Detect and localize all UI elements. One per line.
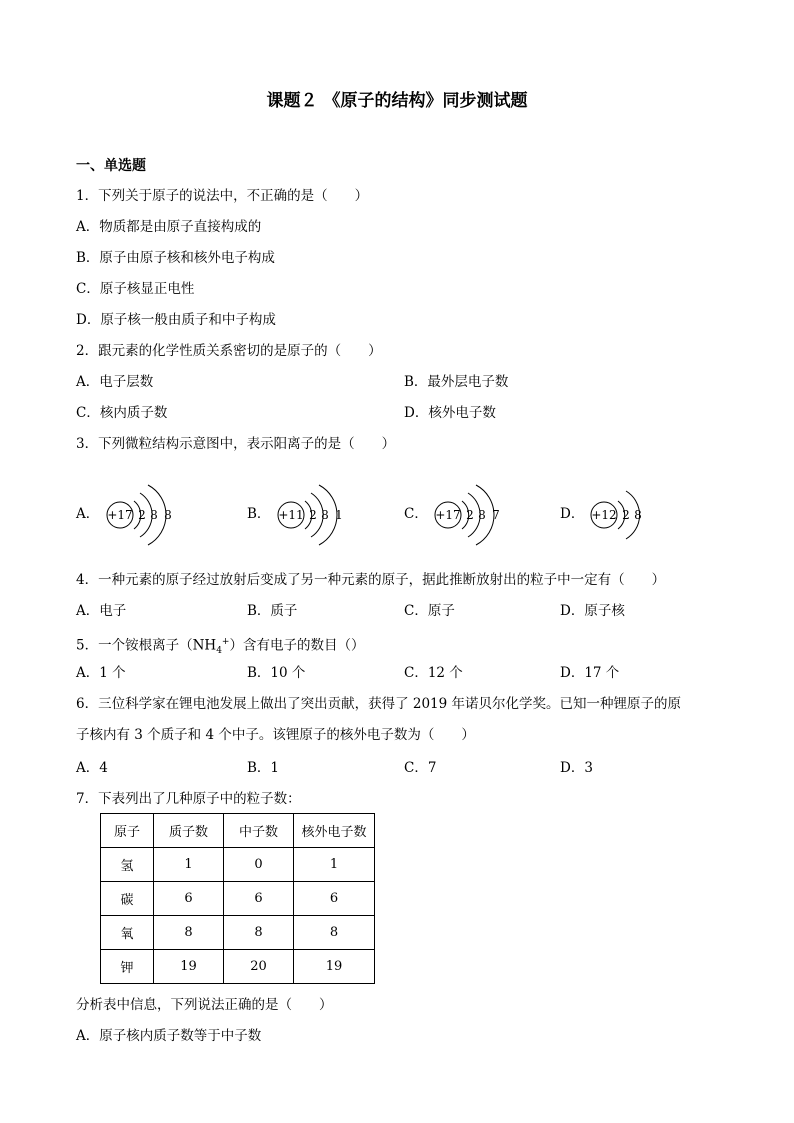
table-cell: 钾 <box>101 950 154 984</box>
nucleus-charge: +11 <box>278 508 304 522</box>
atom-structure-diagram <box>430 479 540 549</box>
table-cell: 19 <box>294 950 375 984</box>
question-5-option-c: C．12 个 <box>404 665 463 681</box>
question-6-stem-line-1: 6．三位科学家在锂电池发展上做出了突出贡献，获得了 2019 年诺贝尔化学奖。已知一种锂原子的原 <box>76 696 682 712</box>
table-cell: 1 <box>294 848 375 882</box>
table-header-cell: 原子 <box>101 814 154 848</box>
table-row <box>101 882 375 916</box>
shell-electrons-1: 2 <box>466 508 474 522</box>
question-5-stem-end: ）含有电子的数目（） <box>229 637 365 654</box>
atom-structure-diagram <box>273 479 383 549</box>
question-2-stem: 2．跟元素的化学性质关系密切的是原子的（ ） <box>76 343 382 359</box>
table-cell: 0 <box>224 848 294 882</box>
question-4-option-a: A．电子 <box>76 603 127 619</box>
shell-electrons-3: 1 <box>335 508 343 522</box>
question-2-option-d: D．核外电子数 <box>404 405 496 421</box>
table-cell: 20 <box>224 950 294 984</box>
superscript: + <box>221 637 230 647</box>
question-6-option-a: A．4 <box>76 760 108 776</box>
question-5-option-a: A．1 个 <box>76 665 126 681</box>
particle-count-table <box>100 813 375 984</box>
table-row <box>101 848 375 882</box>
question-6-option-c: C．7 <box>404 760 437 776</box>
option-letter: C． <box>404 506 428 522</box>
question-4-option-c: C．原子 <box>404 603 455 619</box>
option-letter: A． <box>76 506 100 522</box>
question-4-stem: 4．一种元素的原子经过放射后变成了另一种元素的原子，据此推断放射出的粒子中一定有（ ） <box>76 572 666 588</box>
question-7-stem: 7．下表列出了几种原子中的粒子数： <box>76 791 301 807</box>
nucleus-charge: +17 <box>107 508 133 522</box>
table-cell: 19 <box>154 950 224 984</box>
table-cell: 8 <box>154 916 224 950</box>
shell-electrons-3: 8 <box>164 508 172 522</box>
table-header-cell: 中子数 <box>224 814 294 848</box>
question-4-option-b: B．质子 <box>247 603 298 619</box>
question-1-option-c: C．原子核显正电性 <box>76 281 195 297</box>
table-header-cell: 质子数 <box>154 814 224 848</box>
question-1-stem: 1．下列关于原子的说法中，不正确的是（ ） <box>76 188 369 204</box>
question-7-follow-up: 分析表中信息，下列说法正确的是（ ） <box>76 997 333 1013</box>
question-2-option-b: B．最外层电子数 <box>404 374 509 390</box>
shell-electrons-1: 2 <box>622 508 630 522</box>
table-cell: 氧 <box>101 916 154 950</box>
question-5-option-d: D．17 个 <box>560 665 620 681</box>
option-letter: B． <box>247 506 271 522</box>
table-header-row <box>101 814 375 848</box>
table-cell: 8 <box>224 916 294 950</box>
question-2-option-c: C．核内质子数 <box>76 405 168 421</box>
table-header-cell: 核外电子数 <box>294 814 375 848</box>
question-1-option-d: D．原子核一般由质子和中子构成 <box>76 312 276 328</box>
shell-electrons-2: 8 <box>150 508 158 522</box>
atom-structure-diagram <box>102 479 212 549</box>
question-5-stem-start: 5．一个铵根离子（NH <box>76 637 217 654</box>
option-letter: D． <box>560 506 585 522</box>
shell-electrons-2: 8 <box>478 508 486 522</box>
section-heading: 一、单选题 <box>76 158 146 174</box>
question-6-stem-line-2: 子核内有 3 个质子和 4 个中子。该锂原子的核外电子数为（ ） <box>76 727 475 743</box>
shell-electrons-1: 2 <box>309 508 317 522</box>
question-4-option-d: D．原子核 <box>560 603 625 619</box>
question-3-stem: 3．下列微粒结构示意图中，表示阳离子的是（ ） <box>76 436 396 452</box>
table-cell: 6 <box>224 882 294 916</box>
table-cell: 氢 <box>101 848 154 882</box>
table-row <box>101 916 375 950</box>
table-cell: 8 <box>294 916 375 950</box>
question-5-stem <box>76 633 364 660</box>
question-1-option-a: A．物质都是由原子直接构成的 <box>76 219 262 235</box>
table-row <box>101 950 375 984</box>
atom-structure-diagram <box>586 479 686 549</box>
shell-electrons-2: 8 <box>634 508 642 522</box>
question-6-option-b: B．1 <box>247 760 280 776</box>
table-cell: 碳 <box>101 882 154 916</box>
table-cell: 1 <box>154 848 224 882</box>
shell-electrons-1: 2 <box>138 508 146 522</box>
nucleus-charge: +17 <box>435 508 461 522</box>
question-5-option-b: B．10 个 <box>247 665 306 681</box>
question-6-option-d: D．3 <box>560 760 593 776</box>
page-title: 课题２ 《原子的结构》同步测试题 <box>266 91 528 111</box>
question-2-option-a: A．电子层数 <box>76 374 154 390</box>
nucleus-charge: +12 <box>591 508 617 522</box>
question-1-option-b: B．原子由原子核和核外电子构成 <box>76 250 275 266</box>
table-cell: 6 <box>154 882 224 916</box>
table-cell: 6 <box>294 882 375 916</box>
shell-electrons-3: 7 <box>492 508 500 522</box>
question-7-option-a: A．原子核内质子数等于中子数 <box>76 1028 262 1044</box>
subscript: 4 <box>216 646 222 657</box>
shell-electrons-2: 8 <box>321 508 329 522</box>
